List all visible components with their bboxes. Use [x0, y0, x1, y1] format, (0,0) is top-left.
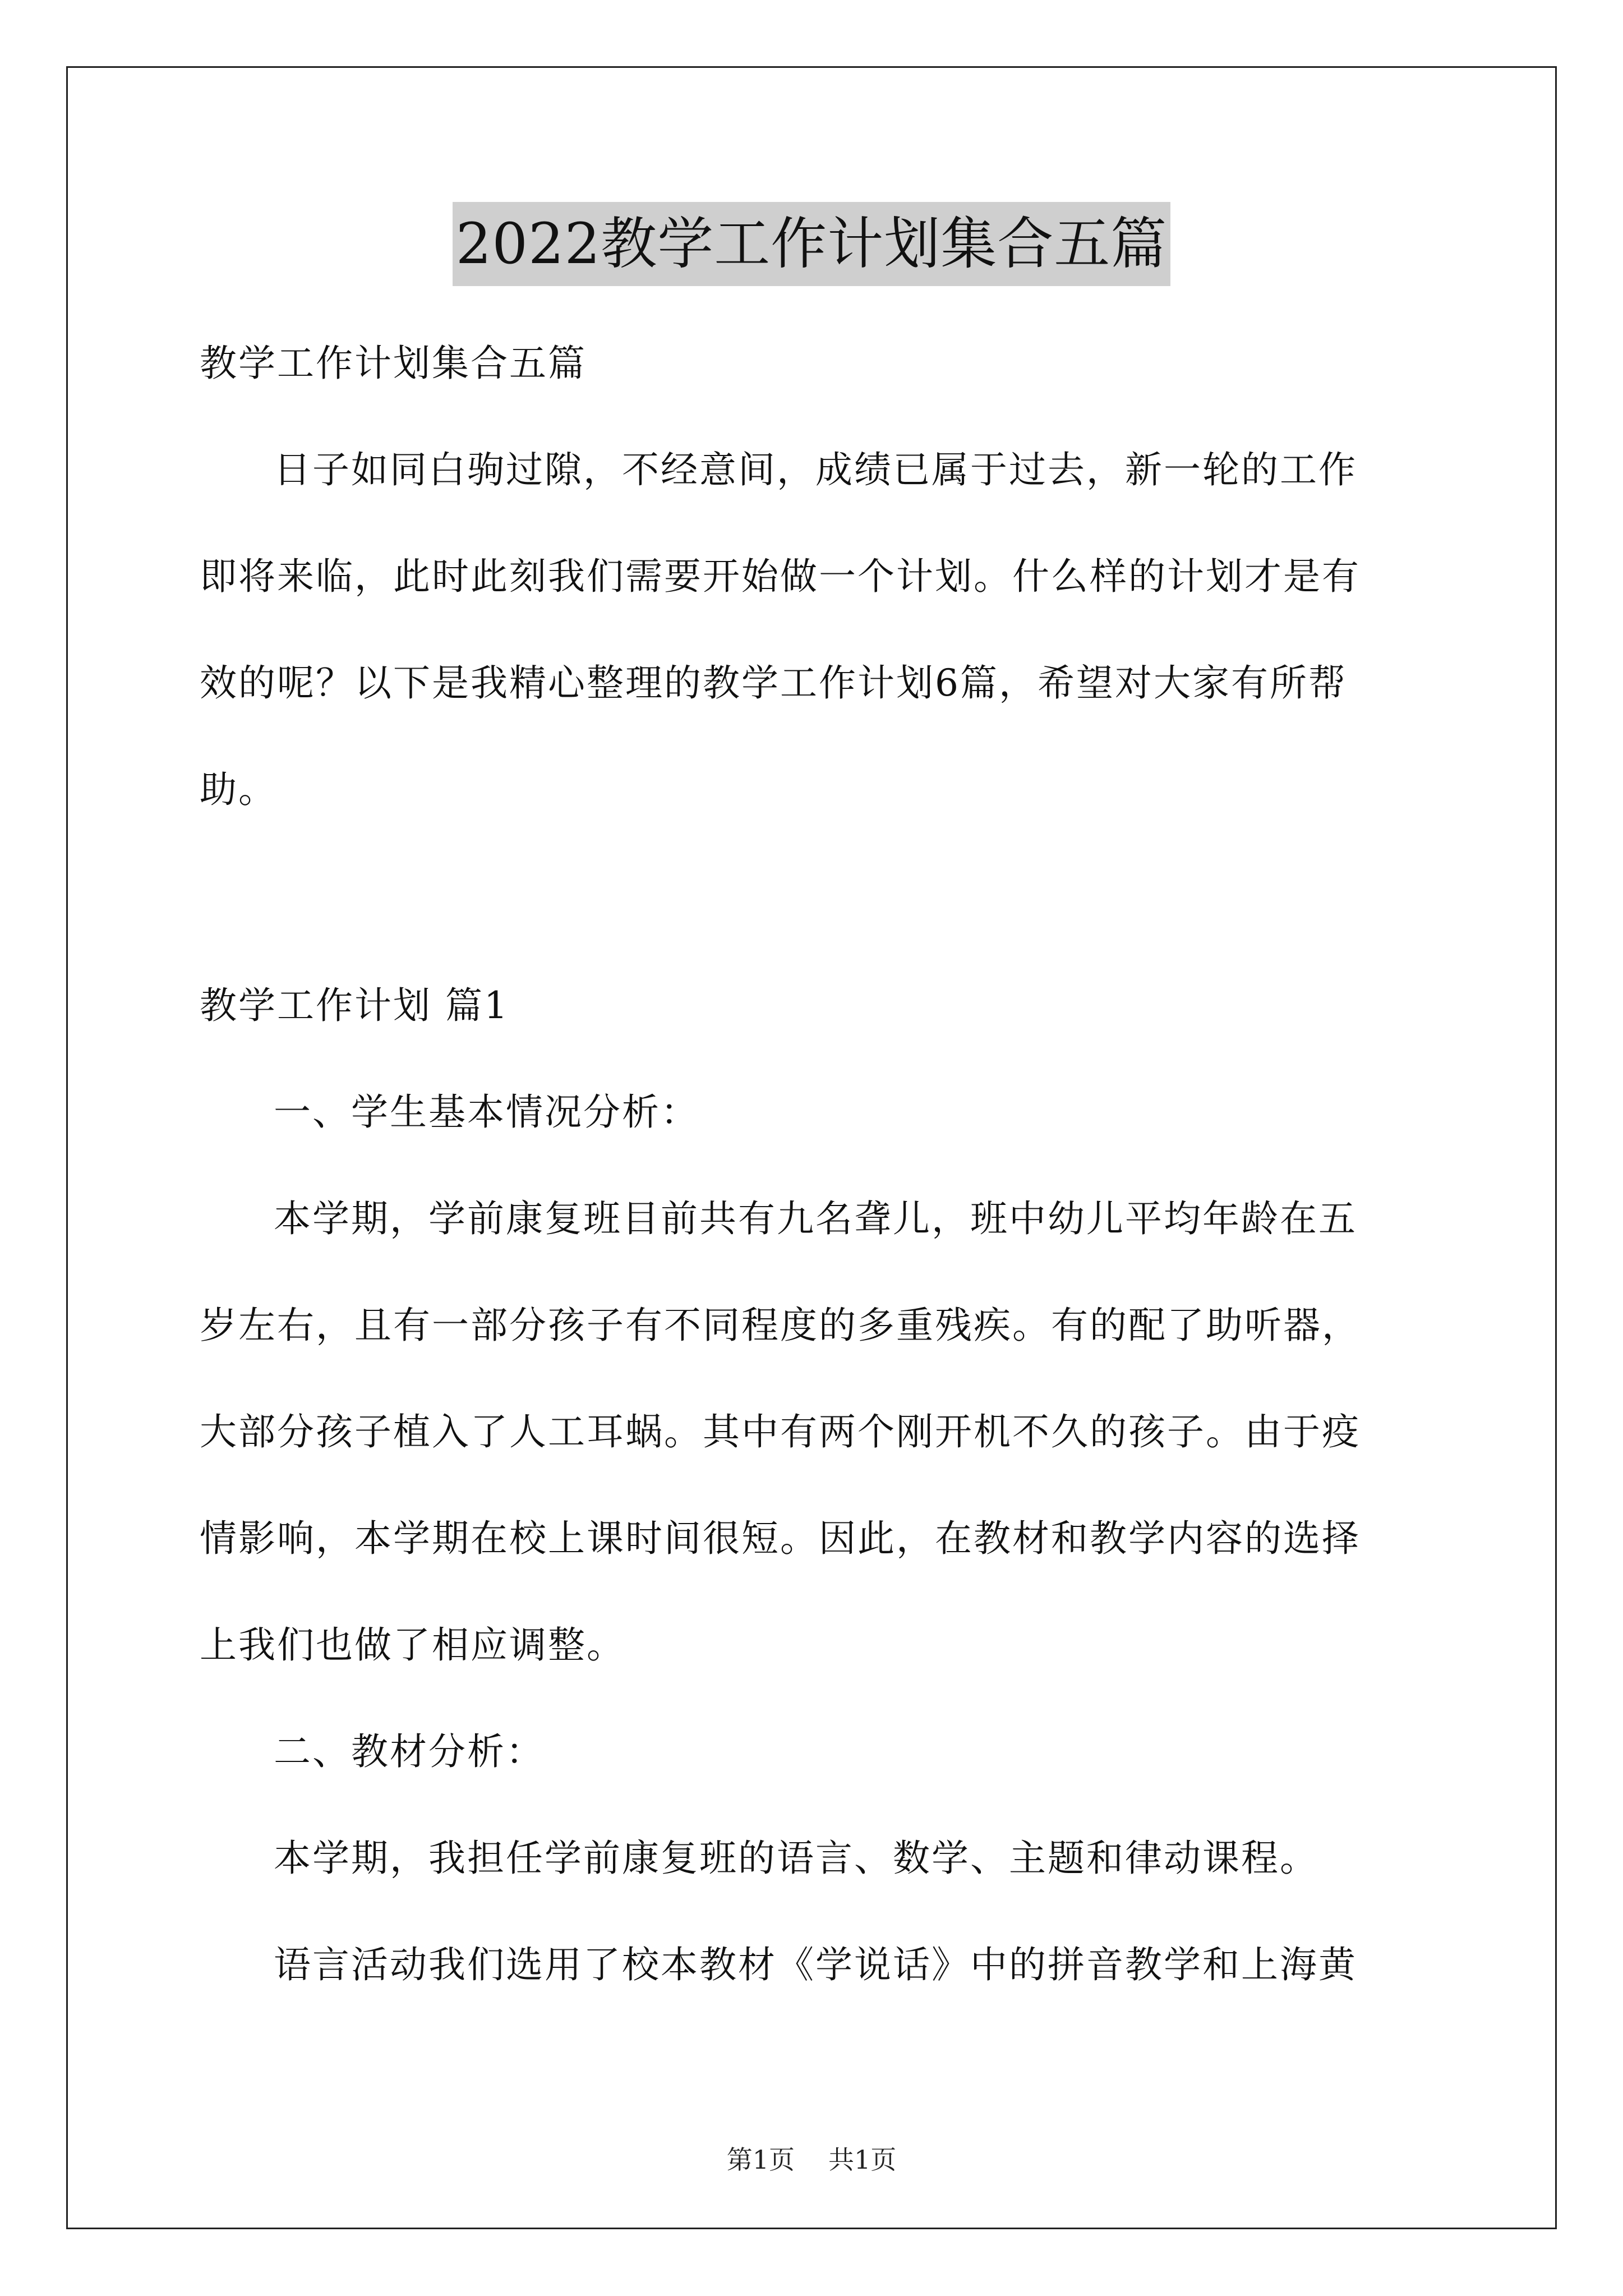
spacer	[200, 710, 1433, 763]
intro-line: 效的呢？以下是我精心整理的教学工作计划6篇，希望对大家有所帮	[200, 661, 1347, 705]
part-heading: 一、学生基本情况分析：	[274, 1091, 699, 1134]
title-container	[0, 202, 1623, 286]
spacer	[200, 390, 1433, 443]
body-line: 大部分孩子植入了人工耳蜗。其中有两个刚开机不久的孩子。由于疫	[200, 1410, 1361, 1453]
body-line: 情影响，本学期在校上课时间很短。因此，在教材和教学内容的选择	[200, 1517, 1361, 1560]
body-line: 本学期，学前康复班目前共有九名聋儿，班中幼儿平均年龄在五	[274, 1197, 1357, 1240]
spacer	[200, 603, 1433, 656]
intro-line: 日子如同白驹过隙，不经意间，成绩已属于过去，新一轮的工作	[274, 448, 1357, 491]
spacer	[200, 1885, 1433, 1938]
body-line: 语言活动我们选用了校本教材《学说话》中的拼音教学和上海黄	[274, 1943, 1357, 1986]
spacer	[200, 1245, 1433, 1299]
spacer	[200, 1778, 1433, 1832]
intro-line: 即将来临，此时此刻我们需要开始做一个计划。什么样的计划才是有	[200, 555, 1361, 598]
document-title: 2022教学工作计划集合五篇	[453, 202, 1171, 286]
spacer	[200, 1032, 1433, 1085]
page-number-current: 第1页	[726, 2145, 795, 2175]
spacer	[200, 816, 1433, 979]
body-line: 本学期，我担任学前康复班的语言、数学、主题和律动课程。	[274, 1837, 1318, 1880]
document-subtitle: 教学工作计划集合五篇	[200, 342, 587, 385]
spacer	[200, 1672, 1433, 1725]
spacer	[200, 496, 1433, 550]
section-heading: 教学工作计划 篇1	[200, 984, 509, 1027]
part-heading: 二、教材分析：	[274, 1730, 545, 1773]
spacer	[200, 1565, 1433, 1618]
body-line: 上我们也做了相应调整。	[200, 1623, 625, 1667]
spacer	[200, 1352, 1433, 1405]
document-body	[200, 337, 1433, 1991]
spacer	[200, 1458, 1433, 1512]
page-number-total: 共1页	[828, 2145, 897, 2175]
page-footer	[0, 2143, 1623, 2177]
intro-line: 助。	[200, 768, 277, 811]
spacer	[200, 1139, 1433, 1192]
body-line: 岁左右，且有一部分孩子有不同程度的多重残疾。有的配了助听器，	[200, 1304, 1361, 1347]
